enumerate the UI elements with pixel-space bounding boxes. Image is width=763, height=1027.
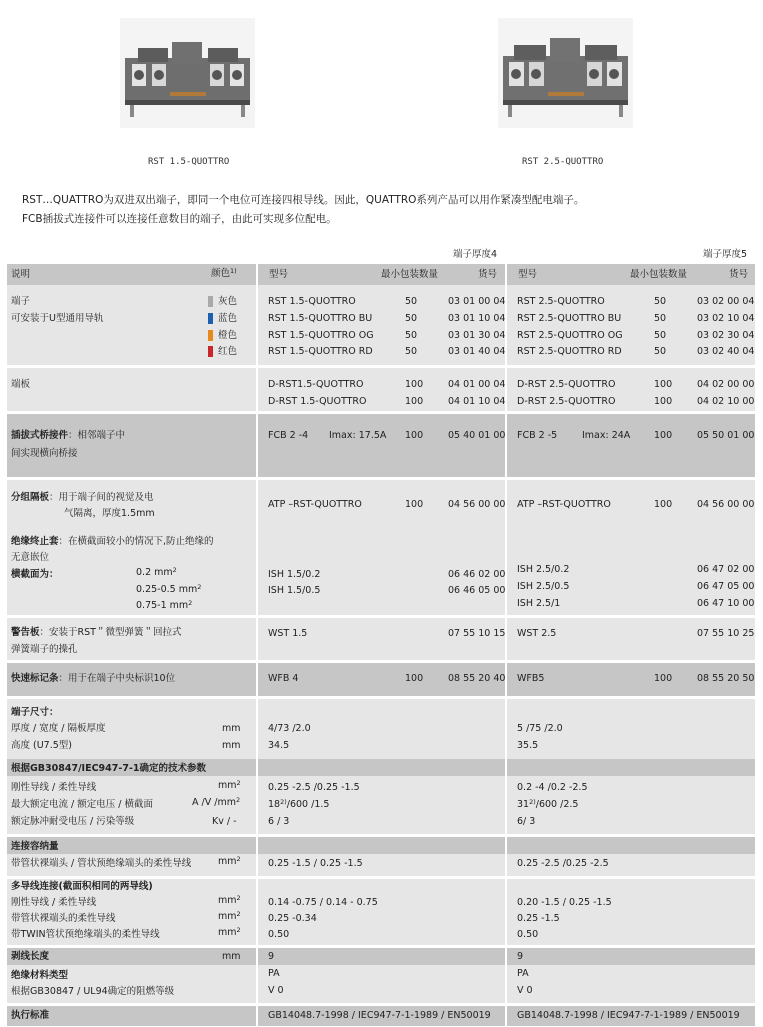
plug-bridge-itemno: 05 40 01 00 xyxy=(448,430,506,441)
cross-section-size: 0.2 $mm^2$ xyxy=(136,566,177,578)
end-plate-qty: 100 xyxy=(654,396,673,407)
dimensions-title: 端子尺寸： xyxy=(11,707,59,718)
separator-model: ATP –RST-QUOTTRO xyxy=(268,499,362,510)
terminal-itemno: 03 02 10 04 xyxy=(697,313,755,324)
header-itemno-left: 货号 xyxy=(478,269,498,280)
marker-model: WFB 4 xyxy=(268,673,299,684)
strip-value: 9 xyxy=(517,951,524,962)
tech-value: 18$^{2)}$/600 /1.5 xyxy=(268,798,330,810)
multi-value: 0.50 xyxy=(268,929,290,940)
product-image-rst15 xyxy=(120,18,255,128)
warning-model: WST 2.5 xyxy=(517,628,557,639)
marker-model: WFB5 xyxy=(517,673,545,684)
tech-value: 6/ 3 xyxy=(517,816,536,827)
terminal-model: RST 1.5-QUOTTRO xyxy=(268,296,356,307)
terminal-qty: 50 xyxy=(654,330,667,341)
terminal-model: RST 1.5-QUOTTRO OG xyxy=(268,330,374,341)
dimensions-value: 5 /75 /2.0 xyxy=(517,723,563,734)
insulation-stop-model: ISH 2.5/0.5 xyxy=(517,581,570,592)
intro-line-1: RST…QUATTRO为双进双出端子，即同一个电位可连接四根导线。因此，QUATTRO系列产品可以用作紧凑型配电端子。 xyxy=(22,194,585,206)
connection-title: 连接容纳量 xyxy=(11,841,59,852)
end-plate-qty: 100 xyxy=(405,379,424,390)
plug-bridge-itemno: 05 50 01 00 xyxy=(697,430,755,441)
insulation-stop-model: ISH 2.5/0.2 xyxy=(517,564,570,575)
end-plate-itemno: 04 02 00 00 xyxy=(697,379,755,390)
terminal-itemno: 03 02 30 04 xyxy=(697,330,755,341)
connection-value: 0.25 -2.5 /0.25 -2.5 xyxy=(517,858,609,869)
multi-title: 多导线连接(截面积相同的两导线) xyxy=(11,881,153,892)
standard-title: 执行标准 xyxy=(11,1010,50,1021)
plug-bridge-imax: Imax: 17.5A xyxy=(329,430,387,441)
strip-unit: mm xyxy=(222,951,241,962)
insulation-stop-itemno: 06 46 02 00 xyxy=(448,569,506,580)
multi-unit: $mm^2$ xyxy=(218,926,241,938)
terminal-model: RST 2.5-QUOTTRO OG xyxy=(517,330,623,341)
dimensions-row2: 高度 (U7.5型) xyxy=(11,740,72,751)
plug-bridge-model: FCB 2 -5 xyxy=(517,430,558,441)
product-caption-left: RST 1.5-QUOTTRO xyxy=(148,157,230,167)
multi-value: 0.50 xyxy=(517,929,539,940)
terminal-itemno: 03 01 40 04 xyxy=(448,346,506,357)
material-title: 绝缘材料类型 xyxy=(11,970,69,981)
connection-value: 0.25 -1.5 / 0.25 -1.5 xyxy=(268,858,363,869)
color-swatch-orange xyxy=(208,330,213,341)
header-color: 颜色$^{1)}$ xyxy=(211,267,237,279)
separator-itemno: 04 56 00 00 xyxy=(448,499,506,510)
end-plate-itemno: 04 01 00 04 xyxy=(448,379,506,390)
insulation-stop-model: ISH 1.5/0.2 xyxy=(268,569,321,580)
cross-section-label: 横截面为： xyxy=(11,569,59,580)
material-value: V 0 xyxy=(517,985,533,996)
end-plate-model: D-RST 2.5-QUOTTRO xyxy=(517,379,616,390)
terminal-qty: 50 xyxy=(654,313,667,324)
plug-bridge-qty: 100 xyxy=(405,430,424,441)
end-plate-model: D-RST 2.5-QUOTTRO xyxy=(517,396,616,407)
terminal-title: 端子 xyxy=(11,296,31,307)
insulation-stop-desc: 绝缘终止套：在横截面较小的情况下,防止绝缘的 xyxy=(11,536,214,547)
terminal-qty: 50 xyxy=(654,346,667,357)
tech-unit: A /V $/mm^2$ xyxy=(192,796,241,808)
header-itemno-right: 货号 xyxy=(729,269,749,280)
cross-section-size: 0.75-1 $mm^2$ xyxy=(136,599,193,611)
plug-bridge-qty: 100 xyxy=(654,430,673,441)
end-plate-qty: 100 xyxy=(654,379,673,390)
warning-model: WST 1.5 xyxy=(268,628,308,639)
separator-qty: 100 xyxy=(654,499,673,510)
multi-value: 0.25 -1.5 xyxy=(517,913,560,924)
terminal-model: RST 1.5-QUOTTRO RD xyxy=(268,346,373,357)
header-model-right: 型号 xyxy=(518,269,538,280)
material-row2: 根据GB30847 / UL94确定的阻燃等级 xyxy=(11,986,175,997)
multi-value: 0.20 -1.5 / 0.25 -1.5 xyxy=(517,897,612,908)
marker-qty: 100 xyxy=(654,673,673,684)
insulation-stop-desc2: 无意嵌位 xyxy=(11,552,50,563)
terminal-block-illustration xyxy=(498,18,633,128)
multi-value: 0.14 -0.75 / 0.14 - 0.75 xyxy=(268,897,378,908)
standard-value: GB14048.7-1998 / IEC947-7-1-1989 / EN50019 xyxy=(268,1010,491,1021)
terminal-model: RST 2.5-QUOTTRO BU xyxy=(517,313,622,324)
color-label-orange: 橙色 xyxy=(218,330,238,341)
connection-row: 带管状裸端头 / 管状预绝缘端头的柔性导线 xyxy=(11,858,192,869)
dimensions-value: 34.5 xyxy=(268,740,290,751)
header-minpack-right: 最小包装数量 xyxy=(630,269,688,280)
terminal-itemno: 03 01 00 04 xyxy=(448,296,506,307)
strip-value: 9 xyxy=(268,951,275,962)
terminal-itemno: 03 01 10 04 xyxy=(448,313,506,324)
terminal-qty: 50 xyxy=(405,330,418,341)
tech-title: 根据GB30847/IEC947-7-1确定的技术参数 xyxy=(11,763,206,774)
multi-value: 0.25 -0.34 xyxy=(268,913,317,924)
tech-unit: $mm^2$ xyxy=(218,779,241,791)
multi-row1: 刚性导线 / 柔性导线 xyxy=(11,897,97,908)
end-plate-itemno: 04 01 10 04 xyxy=(448,396,506,407)
header-model-left: 型号 xyxy=(269,269,289,280)
separator-model: ATP –RST-QUOTTRO xyxy=(517,499,611,510)
tech-value: 6 / 3 xyxy=(268,816,290,827)
thickness-left: 端子厚度4 xyxy=(453,249,498,260)
material-value: V 0 xyxy=(268,985,284,996)
insulation-stop-itemno: 06 47 05 00 xyxy=(697,581,755,592)
multi-row3: 带TWIN管状预绝缘端头的柔性导线 xyxy=(11,929,160,940)
product-caption-right: RST 2.5-QUOTTRO xyxy=(522,157,604,167)
marker-itemno: 08 55 20 40 xyxy=(448,673,506,684)
terminal-itemno: 03 01 30 04 xyxy=(448,330,506,341)
multi-unit: $mm^2$ xyxy=(218,894,241,906)
tech-row3: 额定脉冲耐受电压 / 污染等级 xyxy=(11,816,135,827)
insulation-stop-itemno: 06 46 05 00 xyxy=(448,585,506,596)
marker-qty: 100 xyxy=(405,673,424,684)
end-plate-model: D-RST1.5-QUOTTRO xyxy=(268,379,364,390)
terminal-block-illustration xyxy=(120,18,255,128)
marker-desc: 快速标记条：用于在端子中央标识10位 xyxy=(11,673,176,684)
terminal-qty: 50 xyxy=(405,296,418,307)
terminal-qty: 50 xyxy=(405,313,418,324)
dimensions-row1: 厚度 / 宽度 / 隔板厚度 xyxy=(11,723,106,734)
material-value: PA xyxy=(517,968,529,979)
end-plate-qty: 100 xyxy=(405,396,424,407)
separator-desc2: 气隔离，厚度1.5mm xyxy=(64,508,155,519)
insulation-stop-itemno: 06 47 02 00 xyxy=(697,564,755,575)
color-swatch-grey xyxy=(208,296,213,307)
plug-bridge-model: FCB 2 -4 xyxy=(268,430,309,441)
cross-section-size: 0.25-0.5 $mm^2$ xyxy=(136,583,202,595)
connection-unit: $mm^2$ xyxy=(218,855,241,867)
end-plate-title: 端板 xyxy=(11,379,31,390)
end-plate-model: D-RST 1.5-QUOTTRO xyxy=(268,396,367,407)
intro-line-2: FCB插拔式连接件可以连接任意数目的端子，由此可实现多位配电。 xyxy=(22,213,337,225)
dimensions-value: 4/73 /2.0 xyxy=(268,723,311,734)
dimensions-unit: mm xyxy=(222,740,241,751)
material-value: PA xyxy=(268,968,280,979)
terminal-itemno: 03 02 40 04 xyxy=(697,346,755,357)
marker-itemno: 08 55 20 50 xyxy=(697,673,755,684)
standard-value: GB14048.7-1998 / IEC947-7-1-1989 / EN50019 xyxy=(517,1010,740,1021)
separator-itemno: 04 56 00 00 xyxy=(697,499,755,510)
terminal-model: RST 2.5-QUOTTRO xyxy=(517,296,605,307)
header-minpack-left: 最小包装数量 xyxy=(381,269,439,280)
plug-bridge-desc2: 间实现横向桥接 xyxy=(11,448,78,459)
terminal-model: RST 2.5-QUOTTRO RD xyxy=(517,346,622,357)
terminal-subtitle: 可安装于U型通用导轨 xyxy=(11,313,104,324)
tech-row2: 最大额定电流 / 额定电压 / 横截面 xyxy=(11,799,153,810)
plug-bridge-desc: 插拔式桥接件：相邻端子中 xyxy=(11,430,126,441)
header-desc: 说明 xyxy=(11,269,31,280)
terminal-qty: 50 xyxy=(405,346,418,357)
thickness-right: 端子厚度5 xyxy=(703,249,748,260)
insulation-stop-model: ISH 1.5/0.5 xyxy=(268,585,321,596)
warning-desc2: 弹簧端子的操孔 xyxy=(11,644,78,655)
tech-unit: Kv / - xyxy=(212,816,237,827)
warning-desc: 警告板：安装于RST＂微型弹簧＂回拉式 xyxy=(11,627,182,638)
end-plate-itemno: 04 02 10 00 xyxy=(697,396,755,407)
insulation-stop-model: ISH 2.5/1 xyxy=(517,598,561,609)
color-swatch-blue xyxy=(208,313,213,324)
separator-qty: 100 xyxy=(405,499,424,510)
insulation-stop-itemno: 06 47 10 00 xyxy=(697,598,755,609)
multi-row2: 带管状裸端头的柔性导线 xyxy=(11,913,116,924)
plug-bridge-imax: Imax: 24A xyxy=(582,430,631,441)
color-swatch-red xyxy=(208,346,213,357)
dimensions-unit: mm xyxy=(222,723,241,734)
terminal-itemno: 03 02 00 04 xyxy=(697,296,755,307)
terminal-model: RST 1.5-QUOTTRO BU xyxy=(268,313,373,324)
strip-title: 剥线长度 xyxy=(11,951,50,962)
warning-itemno: 07 55 10 25 xyxy=(697,628,755,639)
color-label-red: 红色 xyxy=(218,346,238,357)
warning-itemno: 07 55 10 15 xyxy=(448,628,506,639)
separator-desc: 分组隔板：用于端子间的视觉及电 xyxy=(11,492,154,503)
terminal-qty: 50 xyxy=(654,296,667,307)
dimensions-value: 35.5 xyxy=(517,740,539,751)
color-label-blue: 蓝色 xyxy=(218,313,238,324)
tech-value: 31$^{2)}$/600 /2.5 xyxy=(517,798,579,810)
multi-unit: $mm^2$ xyxy=(218,910,241,922)
product-image-rst25 xyxy=(498,18,633,128)
tech-value: 0.2 -4 /0.2 -2.5 xyxy=(517,782,588,793)
color-label-grey: 灰色 xyxy=(218,296,238,307)
tech-row1: 刚性导线 / 柔性导线 xyxy=(11,782,97,793)
tech-value: 0.25 -2.5 /0.25 -1.5 xyxy=(268,782,360,793)
